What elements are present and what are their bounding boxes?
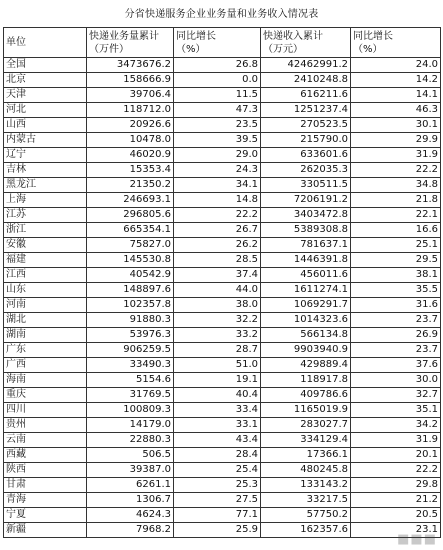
revenue-growth-cell: 38.1	[351, 268, 441, 283]
volume-cell: 14179.0	[87, 418, 174, 433]
table-row	[4, 418, 441, 433]
volume-cell: 53976.3	[87, 328, 174, 343]
revenue-cell: 2410248.8	[261, 73, 351, 88]
volume-cell: 40542.9	[87, 268, 174, 283]
table-row	[4, 118, 441, 133]
volume-growth-cell: 25.3	[174, 478, 261, 493]
revenue-cell: 262035.3	[261, 163, 351, 178]
region-cell: 江苏	[4, 208, 87, 223]
revenue-cell: 1446391.8	[261, 253, 351, 268]
table-row	[4, 163, 441, 178]
volume-cell: 15353.4	[87, 163, 174, 178]
revenue-cell: 1014323.6	[261, 313, 351, 328]
table-body	[4, 28, 441, 538]
revenue-growth-cell: 34.8	[351, 178, 441, 193]
revenue-growth-cell: 22.2	[351, 163, 441, 178]
revenue-growth-cell: 25.1	[351, 238, 441, 253]
volume-cell: 10478.0	[87, 133, 174, 148]
volume-cell: 21350.2	[87, 178, 174, 193]
region-cell: 海南	[4, 373, 87, 388]
volume-growth-cell: 43.4	[174, 433, 261, 448]
volume-growth-cell: 37.4	[174, 268, 261, 283]
table-row	[4, 343, 441, 358]
header-revenue	[261, 28, 351, 58]
table-row	[4, 103, 441, 118]
region-cell: 湖南	[4, 328, 87, 343]
volume-cell: 5154.6	[87, 373, 174, 388]
revenue-growth-cell: 14.2	[351, 73, 441, 88]
revenue-cell: 480245.8	[261, 463, 351, 478]
revenue-growth-cell: 23.1	[351, 523, 441, 538]
revenue-growth-cell: 22.1	[351, 208, 441, 223]
volume-growth-cell: 22.2	[174, 208, 261, 223]
header-unit-label: 单位	[6, 37, 26, 48]
volume-growth-cell: 28.4	[174, 448, 261, 463]
region-cell: 广东	[4, 343, 87, 358]
volume-growth-cell: 28.5	[174, 253, 261, 268]
volume-cell: 39387.0	[87, 463, 174, 478]
volume-growth-cell: 26.2	[174, 238, 261, 253]
volume-cell: 118712.0	[87, 103, 174, 118]
courier-stats-table	[3, 27, 441, 538]
volume-growth-cell: 26.8	[174, 58, 261, 73]
region-cell: 福建	[4, 253, 87, 268]
table-row	[4, 208, 441, 223]
table-row	[4, 463, 441, 478]
revenue-cell: 162357.6	[261, 523, 351, 538]
region-cell: 重庆	[4, 388, 87, 403]
table-row	[4, 508, 441, 523]
revenue-cell: 57750.2	[261, 508, 351, 523]
revenue-growth-cell: 26.9	[351, 328, 441, 343]
revenue-cell: 429889.4	[261, 358, 351, 373]
header-volume-growth-label: 同比增长	[176, 30, 216, 42]
revenue-growth-cell: 29.8	[351, 478, 441, 493]
revenue-cell: 409786.6	[261, 388, 351, 403]
revenue-growth-cell: 34.2	[351, 418, 441, 433]
table-row	[4, 148, 441, 163]
region-cell: 湖北	[4, 313, 87, 328]
revenue-cell: 17366.1	[261, 448, 351, 463]
header-revenue-label: 快递收入累计	[263, 30, 323, 42]
region-cell: 贵州	[4, 418, 87, 433]
revenue-cell: 133143.2	[261, 478, 351, 493]
header-row	[4, 28, 441, 58]
volume-growth-cell: 29.0	[174, 148, 261, 163]
volume-growth-cell: 39.5	[174, 133, 261, 148]
table-row	[4, 403, 441, 418]
revenue-cell: 781637.1	[261, 238, 351, 253]
revenue-growth-cell: 30.0	[351, 373, 441, 388]
region-cell: 新疆	[4, 523, 87, 538]
volume-growth-cell: 33.4	[174, 403, 261, 418]
revenue-cell: 1251237.4	[261, 103, 351, 118]
header-volume-growth-unit: （%）	[176, 43, 206, 55]
revenue-growth-cell: 35.1	[351, 403, 441, 418]
volume-growth-cell: 25.9	[174, 523, 261, 538]
table-row	[4, 358, 441, 373]
volume-cell: 75827.0	[87, 238, 174, 253]
revenue-cell: 5389308.8	[261, 223, 351, 238]
revenue-cell: 1165019.9	[261, 403, 351, 418]
revenue-cell: 118917.8	[261, 373, 351, 388]
volume-growth-cell: 33.2	[174, 328, 261, 343]
header-revenue-growth-unit: （%）	[353, 43, 383, 55]
table-row	[4, 373, 441, 388]
volume-cell: 33490.3	[87, 358, 174, 373]
volume-growth-cell: 51.0	[174, 358, 261, 373]
table-row	[4, 493, 441, 508]
table-row	[4, 178, 441, 193]
volume-cell: 148897.6	[87, 283, 174, 298]
region-cell: 山东	[4, 283, 87, 298]
region-cell: 辽宁	[4, 148, 87, 163]
region-cell: 云南	[4, 433, 87, 448]
region-cell: 吉林	[4, 163, 87, 178]
region-cell: 河南	[4, 298, 87, 313]
table-row	[4, 223, 441, 238]
revenue-cell: 215790.0	[261, 133, 351, 148]
volume-cell: 6261.1	[87, 478, 174, 493]
revenue-growth-cell: 16.6	[351, 223, 441, 238]
volume-cell: 91880.3	[87, 313, 174, 328]
revenue-growth-cell: 32.7	[351, 388, 441, 403]
revenue-cell: 33217.5	[261, 493, 351, 508]
volume-growth-cell: 0.0	[174, 73, 261, 88]
table-row	[4, 193, 441, 208]
volume-cell: 20926.6	[87, 118, 174, 133]
region-cell: 上海	[4, 193, 87, 208]
volume-growth-cell: 38.0	[174, 298, 261, 313]
revenue-cell: 283027.7	[261, 418, 351, 433]
region-cell: 内蒙古	[4, 133, 87, 148]
revenue-cell: 456011.6	[261, 268, 351, 283]
revenue-cell: 330511.5	[261, 178, 351, 193]
table-row	[4, 133, 441, 148]
revenue-growth-cell: 20.1	[351, 448, 441, 463]
revenue-cell: 566134.8	[261, 328, 351, 343]
revenue-cell: 7206191.2	[261, 193, 351, 208]
table-row	[4, 298, 441, 313]
revenue-growth-cell: 23.7	[351, 313, 441, 328]
region-cell: 四川	[4, 403, 87, 418]
table-row	[4, 73, 441, 88]
volume-growth-cell: 33.1	[174, 418, 261, 433]
revenue-cell: 3403472.8	[261, 208, 351, 223]
table-title: 分省快递服务企业业务量和业务收入情况表	[124, 9, 319, 20]
header-volume-unit: （万件）	[89, 43, 129, 55]
revenue-growth-cell: 22.2	[351, 463, 441, 478]
volume-cell: 296805.6	[87, 208, 174, 223]
table-row	[4, 238, 441, 253]
revenue-growth-cell: 31.6	[351, 298, 441, 313]
header-revenue-unit: （万元）	[263, 43, 303, 55]
volume-growth-cell: 27.5	[174, 493, 261, 508]
revenue-cell: 633601.6	[261, 148, 351, 163]
volume-cell: 39706.4	[87, 88, 174, 103]
region-cell: 全国	[4, 58, 87, 73]
region-cell: 广西	[4, 358, 87, 373]
region-cell: 安徽	[4, 238, 87, 253]
revenue-growth-cell: 23.7	[351, 343, 441, 358]
revenue-growth-cell: 21.8	[351, 193, 441, 208]
volume-cell: 1306.7	[87, 493, 174, 508]
revenue-growth-cell: 29.9	[351, 133, 441, 148]
volume-growth-cell: 77.1	[174, 508, 261, 523]
watermark: ■■■	[397, 532, 437, 547]
table-row	[4, 268, 441, 283]
revenue-cell: 9903940.9	[261, 343, 351, 358]
volume-cell: 22880.3	[87, 433, 174, 448]
revenue-growth-cell: 35.5	[351, 283, 441, 298]
volume-growth-cell: 14.8	[174, 193, 261, 208]
volume-cell: 246693.1	[87, 193, 174, 208]
header-volume-growth	[174, 28, 261, 58]
header-volume	[87, 28, 174, 58]
region-cell: 陕西	[4, 463, 87, 478]
revenue-growth-cell: 21.2	[351, 493, 441, 508]
volume-cell: 906259.5	[87, 343, 174, 358]
revenue-growth-cell: 31.9	[351, 148, 441, 163]
revenue-cell: 270523.5	[261, 118, 351, 133]
volume-cell: 46020.9	[87, 148, 174, 163]
volume-growth-cell: 47.3	[174, 103, 261, 118]
table-row	[4, 88, 441, 103]
revenue-growth-cell: 31.9	[351, 433, 441, 448]
volume-growth-cell: 44.0	[174, 283, 261, 298]
revenue-growth-cell: 20.5	[351, 508, 441, 523]
revenue-cell: 334129.4	[261, 433, 351, 448]
table-row	[4, 328, 441, 343]
table-row	[4, 478, 441, 493]
volume-growth-cell: 23.5	[174, 118, 261, 133]
table-row	[4, 313, 441, 328]
volume-cell: 158666.9	[87, 73, 174, 88]
volume-cell: 145530.8	[87, 253, 174, 268]
volume-growth-cell: 19.1	[174, 373, 261, 388]
volume-cell: 100809.3	[87, 403, 174, 418]
table-row	[4, 448, 441, 463]
revenue-growth-cell: 30.1	[351, 118, 441, 133]
region-cell: 河北	[4, 103, 87, 118]
revenue-growth-cell: 14.1	[351, 88, 441, 103]
volume-growth-cell: 34.1	[174, 178, 261, 193]
region-cell: 浙江	[4, 223, 87, 238]
header-unit	[4, 28, 87, 58]
volume-growth-cell: 25.4	[174, 463, 261, 478]
region-cell: 黑龙江	[4, 178, 87, 193]
revenue-cell: 1069291.7	[261, 298, 351, 313]
revenue-growth-cell: 37.6	[351, 358, 441, 373]
region-cell: 北京	[4, 73, 87, 88]
revenue-cell: 1611274.1	[261, 283, 351, 298]
region-cell: 西藏	[4, 448, 87, 463]
volume-growth-cell: 40.4	[174, 388, 261, 403]
table-row	[4, 523, 441, 538]
revenue-cell: 616211.6	[261, 88, 351, 103]
revenue-growth-cell: 29.5	[351, 253, 441, 268]
volume-growth-cell: 24.3	[174, 163, 261, 178]
table-row	[4, 253, 441, 268]
volume-cell: 3473676.2	[87, 58, 174, 73]
volume-cell: 665354.1	[87, 223, 174, 238]
volume-growth-cell: 26.7	[174, 223, 261, 238]
revenue-growth-cell: 46.3	[351, 103, 441, 118]
region-cell: 宁夏	[4, 508, 87, 523]
volume-cell: 7968.2	[87, 523, 174, 538]
table-row	[4, 58, 441, 73]
volume-cell: 102357.8	[87, 298, 174, 313]
volume-cell: 4624.3	[87, 508, 174, 523]
revenue-growth-cell: 24.0	[351, 58, 441, 73]
revenue-cell: 42462991.2	[261, 58, 351, 73]
region-cell: 天津	[4, 88, 87, 103]
table-row	[4, 433, 441, 448]
header-revenue-growth	[351, 28, 441, 58]
region-cell: 青海	[4, 493, 87, 508]
region-cell: 江西	[4, 268, 87, 283]
table-row	[4, 283, 441, 298]
volume-growth-cell: 28.7	[174, 343, 261, 358]
volume-cell: 31769.5	[87, 388, 174, 403]
volume-cell: 506.5	[87, 448, 174, 463]
region-cell: 甘肃	[4, 478, 87, 493]
table-row	[4, 388, 441, 403]
volume-growth-cell: 32.2	[174, 313, 261, 328]
volume-growth-cell: 11.5	[174, 88, 261, 103]
region-cell: 山西	[4, 118, 87, 133]
header-revenue-growth-label: 同比增长	[353, 30, 393, 42]
header-volume-label: 快递业务量累计	[89, 30, 159, 42]
